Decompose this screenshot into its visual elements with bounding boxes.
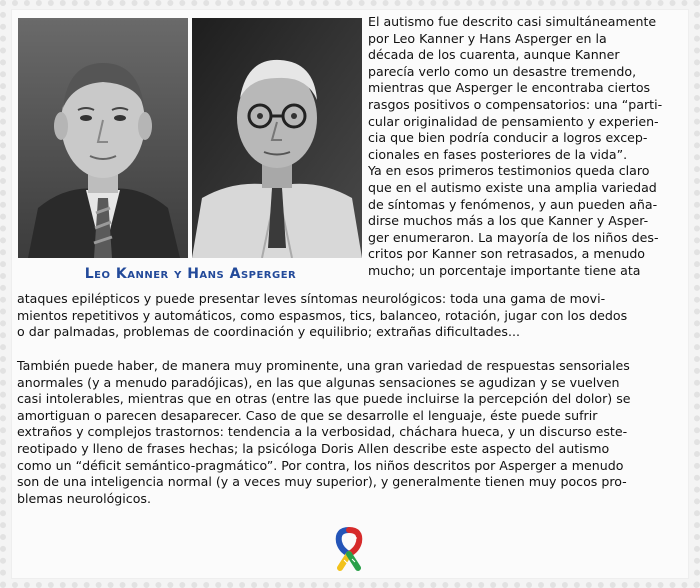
text-line: rasgos positivos o compensatorios: una “parti- (368, 96, 663, 112)
text-line: anormales (y a menudo paradójicas), en las que algunas sensaciones se agudizan y se vuelven (17, 374, 620, 390)
text-line: blemas neurológicos. (17, 490, 151, 506)
text-line: mientos repetitivos y automáticos, como espasmos, tics, balanceo, rotación, jugar con los dedos (17, 307, 628, 323)
text-line: Ya en esos primeros testimonios queda claro (368, 163, 650, 179)
text-line: parecía verlo como un desastre tremendo, (368, 63, 637, 79)
text-line: ataques epilépticos y puede presentar leves síntomas neurológicos: toda una gama de movi- (17, 291, 606, 306)
text-line: mientras que Asperger le encontraba ciertos (368, 80, 651, 96)
text-line: reotipado y lleno de frases hechas; la psicóloga Doris Allen describe este aspecto del autismo (17, 440, 610, 456)
text-line: década de los cuarenta, aunque Kanner (368, 47, 620, 63)
hans-asperger-photo (192, 18, 362, 258)
photo-caption: Leo Kanner y Hans Asperger (84, 266, 297, 282)
text-line: critos por Kanner son retrasados, a menudo (368, 246, 646, 262)
text-line: casi intolerables, mientras que en otras (entre las que puede incluirse la percepción del dolor) se (17, 391, 631, 407)
text-line: También puede haber, de manera muy prominente, una gran variedad de respuestas sensoriales (17, 358, 630, 373)
text-line: por Leo Kanner y Hans Asperger en la (368, 30, 607, 46)
text-line: cular originalidad de pensamiento y experien- (368, 113, 659, 129)
text-line: dirse muchos más a los que Kanner y Asper- (368, 213, 649, 229)
autism-puzzle-ribbon-icon (333, 526, 365, 572)
text-line: ger enumeraron. La mayoría de los niños des- (368, 229, 659, 245)
text-line: amortiguan o parecen desaparecer. Caso de que se desarrolle el lenguaje, éste puede sufrir (17, 407, 598, 423)
second-paragraph (17, 358, 685, 507)
text-line: extraños y complejos trastornos: tendencia a la verbosidad, cháchara hueca, y un discurso este- (17, 424, 628, 440)
portraits (18, 18, 363, 258)
text-line: como un “déficit semántico-pragmático”. Por contra, los niños descritos por Asperger a menudo (17, 457, 624, 473)
leo-kanner-photo (18, 18, 188, 258)
text-line: o dar palmadas, problemas de coordinación y equilibrio; extrañas dificultades... (17, 324, 520, 340)
text-line: cia que bien podría conducir a logros excep- (368, 130, 648, 146)
text-line: son de una inteligencia normal (y a veces muy superior), y generalmente tienen muy pocos pro- (17, 474, 627, 490)
continuation-text (17, 291, 685, 341)
text-line: de síntomas y fenómenos, y aun pueden aña- (368, 196, 658, 212)
text-line: cionales en fases posteriores de la vida”. (368, 146, 628, 162)
text-line: que en el autismo existe una amplia variedad (368, 179, 657, 195)
text-line: mucho; un porcentaje importante tiene ata (368, 262, 641, 278)
right-column-text (368, 14, 686, 280)
text-line: El autismo fue descrito casi simultáneamente (368, 14, 657, 29)
